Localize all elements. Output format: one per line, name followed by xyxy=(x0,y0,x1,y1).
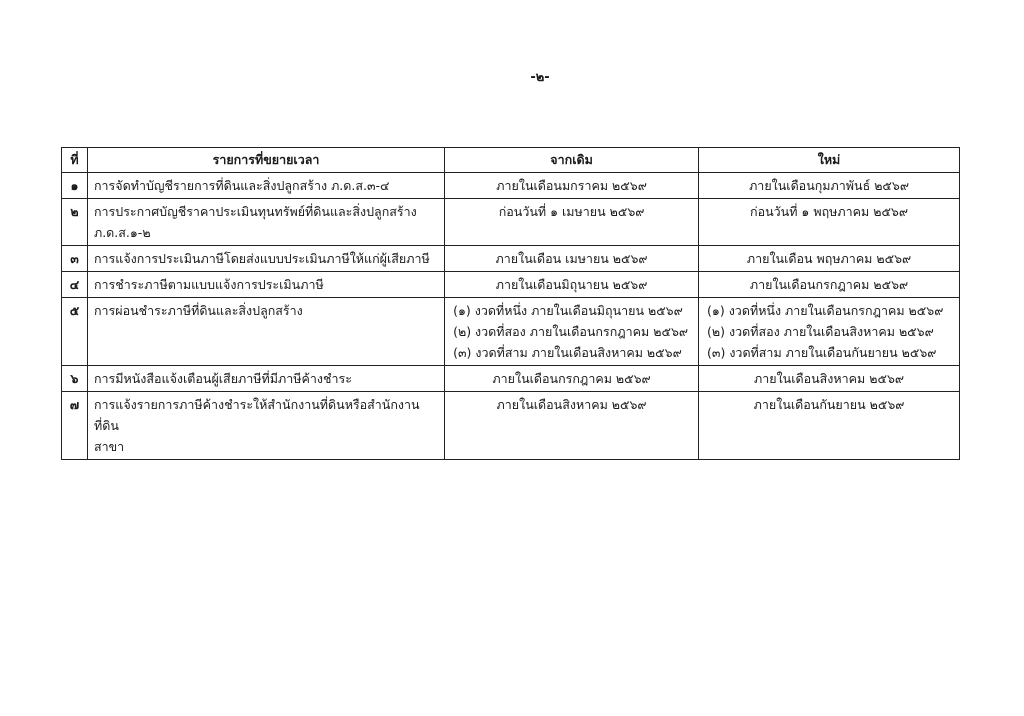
item-text: การมีหนังสือแจ้งเตือนผู้เสียภาษีที่มีภาษีค้างชำระ xyxy=(93,371,352,386)
item-text: การผ่อนชำระภาษีที่ดินและสิ่งปลูกสร้าง xyxy=(93,303,303,318)
old-deadline-cell xyxy=(445,298,699,366)
new-deadline-text: ภายในเดือนสิงหาคม ๒๕๖๙ xyxy=(754,371,905,386)
old-deadline-text: ภายในเดือนมกราคม ๒๕๖๙ xyxy=(496,178,647,193)
item-cell xyxy=(87,199,444,246)
installment-line: (๓) งวดที่สาม ภายในเดือนกันยายน ๒๕๖๙ xyxy=(707,345,937,360)
old-deadline-cell xyxy=(445,246,699,272)
old-deadline-text: ภายในเดือน เมษายน ๒๕๖๙ xyxy=(495,251,648,266)
item-cell xyxy=(87,366,444,392)
row-number: ๕ xyxy=(62,298,88,366)
installment-line: (๓) งวดที่สาม ภายในเดือนสิงหาคม ๒๕๖๙ xyxy=(453,345,682,360)
header-no: ที่ xyxy=(62,148,88,173)
table-row xyxy=(62,392,960,460)
new-deadline-text: ก่อนวันที่ ๑ พฤษภาคม ๒๕๖๙ xyxy=(750,204,909,219)
header-old-deadline: จากเดิม xyxy=(445,148,699,173)
header-item: รายการที่ขยายเวลา xyxy=(87,148,444,173)
old-deadline-cell xyxy=(445,392,699,460)
extension-table xyxy=(61,147,960,460)
page-number: -๒- xyxy=(530,70,550,85)
old-deadline-cell xyxy=(445,366,699,392)
old-deadline-cell xyxy=(445,173,699,199)
new-deadline-text: ภายในเดือน พฤษภาคม ๒๕๖๙ xyxy=(746,251,912,266)
old-deadline-cell xyxy=(445,272,699,298)
old-deadline-text: ก่อนวันที่ ๑ เมษายน ๒๕๖๙ xyxy=(498,204,645,219)
new-deadline-text: ภายในเดือนกันยายน ๒๕๖๙ xyxy=(753,397,905,412)
old-deadline-text: ภายในเดือนสิงหาคม ๒๕๖๙ xyxy=(496,397,647,412)
new-deadline-cell xyxy=(699,366,960,392)
header-new-deadline: ใหม่ xyxy=(699,148,960,173)
row-number: ๗ xyxy=(62,392,88,460)
new-deadline-cell xyxy=(699,392,960,460)
installment-line: (๒) งวดที่สอง ภายในเดือนกรกฎาคม ๒๕๖๙ xyxy=(453,324,689,339)
item-cell xyxy=(87,298,444,366)
installment-line: (๒) งวดที่สอง ภายในเดือนสิงหาคม ๒๕๖๙ xyxy=(707,324,934,339)
row-number: ๖ xyxy=(62,366,88,392)
installment-line: (๑) งวดที่หนึ่ง ภายในเดือนกรกฎาคม ๒๕๖๙ xyxy=(707,303,944,318)
table-row xyxy=(62,298,960,366)
new-deadline-cell xyxy=(699,199,960,246)
table-header-row xyxy=(62,148,960,173)
table-row xyxy=(62,272,960,298)
item-text: การประกาศบัญชีราคาประเมินทุนทรัพย์ที่ดินและสิ่งปลูกสร้าง xyxy=(93,204,417,219)
row-number: ๒ xyxy=(62,199,88,246)
row-number: ๓ xyxy=(62,246,88,272)
table-row xyxy=(62,366,960,392)
new-deadline-cell xyxy=(699,272,960,298)
item-text: การจัดทำบัญชีรายการที่ดินและสิ่งปลูกสร้าง ภ.ด.ส.๓-๔ xyxy=(93,178,390,193)
installment-line: (๑) งวดที่หนึ่ง ภายในเดือนมิถุนายน ๒๕๖๙ xyxy=(453,303,683,318)
item-cell xyxy=(87,173,444,199)
new-deadline-text: ภายในเดือนกุมภาพันธ์ ๒๕๖๙ xyxy=(749,178,909,193)
item-text: สาขา xyxy=(93,439,125,454)
old-deadline-cell xyxy=(445,199,699,246)
item-text: การแจ้งการประเมินภาษีโดยส่งแบบประเมินภาษีให้แก่ผู้เสียภาษี xyxy=(93,251,430,266)
item-text: การชำระภาษีตามแบบแจ้งการประเมินภาษี xyxy=(93,277,324,292)
item-text: การแจ้งรายการภาษีค้างชำระให้สำนักงานที่ดินหรือสำนักงานที่ดิน xyxy=(93,397,420,433)
row-number: ๔ xyxy=(62,272,88,298)
new-deadline-cell xyxy=(699,173,960,199)
new-deadline-cell xyxy=(699,246,960,272)
table-row xyxy=(62,199,960,246)
new-deadline-cell xyxy=(699,298,960,366)
old-deadline-text: ภายในเดือนกรกฎาคม ๒๕๖๙ xyxy=(492,371,651,386)
item-cell xyxy=(87,246,444,272)
item-cell xyxy=(87,272,444,298)
table-row xyxy=(62,173,960,199)
old-deadline-text: ภายในเดือนมิถุนายน ๒๕๖๙ xyxy=(495,277,648,292)
item-text: ภ.ด.ส.๑-๒ xyxy=(93,225,151,240)
new-deadline-text: ภายในเดือนกรกฎาคม ๒๕๖๙ xyxy=(749,277,909,292)
table-row xyxy=(62,246,960,272)
row-number: ๑ xyxy=(62,173,88,199)
item-cell xyxy=(87,392,444,460)
